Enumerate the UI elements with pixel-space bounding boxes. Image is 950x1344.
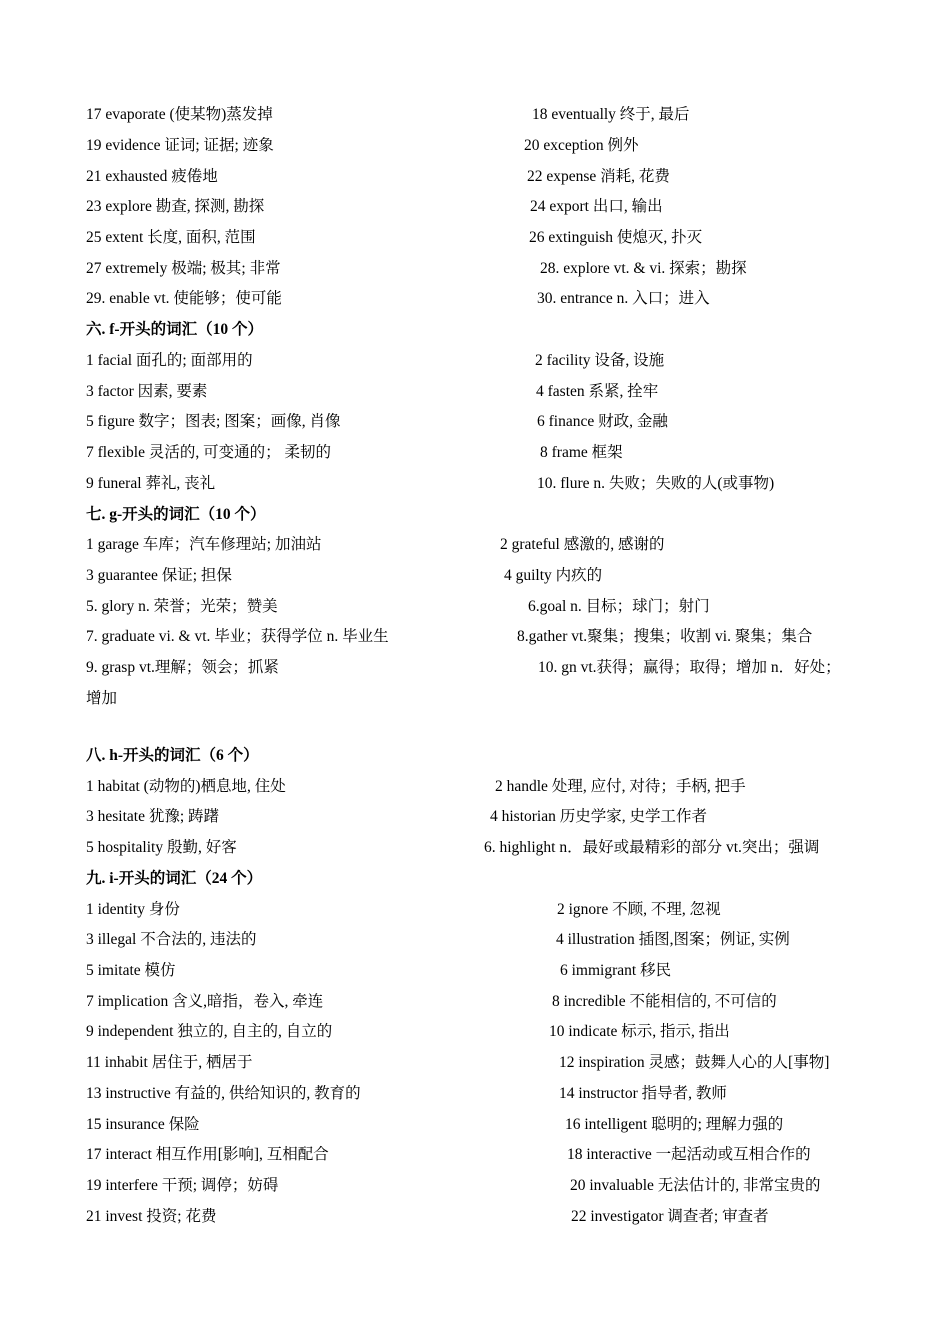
list-item xyxy=(0,1020,950,1044)
word-entry-left: 7. graduate vi. & vt. 毕业；获得学位 n. 毕业生 xyxy=(86,628,389,645)
list-item xyxy=(0,1082,950,1106)
word-entry-left: 3 factor 因素, 要素 xyxy=(86,383,208,400)
word-entry-left: 25 extent 长度, 面积, 范围 xyxy=(86,229,256,246)
word-entry-right: 30. entrance n. 入口；进入 xyxy=(537,290,710,307)
word-entry-continuation: 增加 xyxy=(86,690,118,707)
list-item xyxy=(0,595,950,619)
section-heading-text: 八. h-开头的词汇（6 个） xyxy=(86,747,259,764)
word-entry-left: 19 interfere 干预; 调停；妨碍 xyxy=(86,1177,279,1194)
list-item xyxy=(0,898,950,922)
list-item xyxy=(0,441,950,465)
word-entry-right: 22 investigator 调查者; 审查者 xyxy=(571,1208,769,1225)
word-entry-right: 4 historian 历史学家, 史学工作者 xyxy=(490,808,707,825)
word-entry-right: 18 interactive 一起活动或互相合作的 xyxy=(567,1146,811,1163)
list-item xyxy=(0,226,950,250)
word-entry-right: 18 eventually 终于, 最后 xyxy=(532,106,690,123)
section-heading-text: 七. g-开头的词汇（10 个） xyxy=(86,506,266,523)
word-entry-left: 5 figure 数字；图表; 图案；画像, 肖像 xyxy=(86,413,341,430)
list-item xyxy=(0,287,950,311)
word-entry-right: 4 guilty 内疚的 xyxy=(504,567,603,584)
list-item xyxy=(0,195,950,219)
list-item xyxy=(0,533,950,557)
word-entry-right: 2 handle 处理, 应付, 对待；手柄, 把手 xyxy=(495,778,746,795)
word-entry-right: 20 invaluable 无法估计的, 非常宝贵的 xyxy=(570,1177,821,1194)
list-item xyxy=(0,257,950,281)
word-entry-left: 1 facial 面孔的; 面部用的 xyxy=(86,352,253,369)
word-entry-right: 10. flure n. 失败；失败的人(或事物) xyxy=(537,475,775,492)
section-heading-f xyxy=(0,318,950,342)
word-entry-left: 7 flexible 灵活的, 可变通的； 柔韧的 xyxy=(86,444,331,461)
word-entry-right: 6 finance 财政, 金融 xyxy=(537,413,668,430)
section-heading-i xyxy=(0,867,950,891)
word-entry-right: 24 export 出口, 输出 xyxy=(530,198,663,215)
list-item-continuation xyxy=(0,687,950,711)
word-entry-left: 27 extremely 极端; 极其; 非常 xyxy=(86,260,281,277)
word-entry-left: 9 funeral 葬礼, 丧礼 xyxy=(86,475,216,492)
word-entry-left: 19 evidence 证词; 证据; 迹象 xyxy=(86,137,274,154)
word-entry-left: 21 invest 投资; 花费 xyxy=(86,1208,217,1225)
word-entry-right: 2 ignore 不顾, 不理, 忽视 xyxy=(557,901,721,918)
word-entry-right: 22 expense 消耗, 花费 xyxy=(527,168,670,185)
word-entry-right: 6 immigrant 移民 xyxy=(560,962,672,979)
list-item xyxy=(0,472,950,496)
word-entry-left: 11 inhabit 居住于, 栖居于 xyxy=(86,1054,253,1071)
word-entry-left: 5. glory n. 荣誉；光荣；赞美 xyxy=(86,598,278,615)
section-heading-text: 九. i-开头的词汇（24 个） xyxy=(86,870,263,887)
list-item xyxy=(0,836,950,860)
list-item xyxy=(0,1205,950,1229)
list-item xyxy=(0,990,950,1014)
word-entry-right: 2 facility 设备, 设施 xyxy=(535,352,665,369)
word-entry-right: 6. highlight n．最好或最精彩的部分 vt.突出；强调 xyxy=(484,839,820,856)
word-entry-left: 21 exhausted 疲倦地 xyxy=(86,168,218,185)
word-entry-right: 2 grateful 感激的, 感谢的 xyxy=(500,536,665,553)
list-item xyxy=(0,625,950,649)
word-entry-left: 5 imitate 模仿 xyxy=(86,962,176,979)
word-entry-left: 5 hospitality 殷勤, 好客 xyxy=(86,839,237,856)
word-entry-left: 9. grasp vt.理解；领会；抓紧 xyxy=(86,659,279,676)
list-item xyxy=(0,1051,950,1075)
word-entry-left: 17 interact 相互作用[影响], 互相配合 xyxy=(86,1146,329,1163)
list-item xyxy=(0,410,950,434)
word-entry-left: 13 instructive 有益的, 供给知识的, 教育的 xyxy=(86,1085,361,1102)
word-entry-left: 3 illegal 不合法的, 违法的 xyxy=(86,931,257,948)
list-item xyxy=(0,1174,950,1198)
word-entry-right: 10. gn vt.获得；赢得；取得；增加 n．好处； xyxy=(538,659,841,676)
list-item xyxy=(0,928,950,952)
word-entry-right: 28. explore vt. & vi. 探索；勘探 xyxy=(540,260,747,277)
word-entry-left: 1 identity 身份 xyxy=(86,901,180,918)
list-item xyxy=(0,775,950,799)
word-entry-left: 9 independent 独立的, 自主的, 自立的 xyxy=(86,1023,333,1040)
word-entry-left: 23 explore 勘查, 探测, 勘探 xyxy=(86,198,265,215)
list-item xyxy=(0,165,950,189)
word-entry-right: 8 incredible 不能相信的, 不可信的 xyxy=(552,993,777,1010)
list-item xyxy=(0,1143,950,1167)
section-heading-g xyxy=(0,503,950,527)
word-entry-left: 17 evaporate (使某物)蒸发掉 xyxy=(86,106,273,123)
word-entry-right: 16 intelligent 聪明的; 理解力强的 xyxy=(565,1116,784,1133)
list-item xyxy=(0,380,950,404)
word-entry-right: 10 indicate 标示, 指示, 指出 xyxy=(549,1023,730,1040)
list-item xyxy=(0,1113,950,1137)
word-entry-left: 3 guarantee 保证; 担保 xyxy=(86,567,232,584)
word-entry-right: 26 extinguish 使熄灭, 扑灭 xyxy=(529,229,703,246)
word-entry-right: 4 illustration 插图,图案；例证, 实例 xyxy=(556,931,790,948)
word-entry-left: 1 garage 车库；汽车修理站; 加油站 xyxy=(86,536,322,553)
word-entry-right: 20 exception 例外 xyxy=(524,137,639,154)
word-entry-right: 14 instructor 指导者, 教师 xyxy=(559,1085,727,1102)
word-entry-left: 15 insurance 保险 xyxy=(86,1116,200,1133)
list-item xyxy=(0,805,950,829)
word-entry-right: 6.goal n. 目标；球门；射门 xyxy=(528,598,710,615)
word-entry-right: 12 inspiration 灵感；鼓舞人心的人[事物] xyxy=(559,1054,830,1071)
list-item xyxy=(0,349,950,373)
word-entry-left: 7 implication 含义,暗指，卷入, 牵连 xyxy=(86,993,324,1010)
list-item xyxy=(0,959,950,983)
word-entry-right: 8 frame 框架 xyxy=(540,444,623,461)
section-heading-h xyxy=(0,744,950,768)
word-entry-right: 8.gather vt.聚集；搜集；收割 vi. 聚集；集合 xyxy=(517,628,813,645)
word-entry-left: 3 hesitate 犹豫; 踌躇 xyxy=(86,808,220,825)
list-item xyxy=(0,564,950,588)
word-entry-right: 4 fasten 系紧, 拴牢 xyxy=(536,383,659,400)
word-entry-left: 29. enable vt. 使能够；使可能 xyxy=(86,290,282,307)
list-item xyxy=(0,134,950,158)
section-heading-text: 六. f-开头的词汇（10 个） xyxy=(86,321,263,338)
list-item xyxy=(0,656,950,680)
list-item xyxy=(0,103,950,127)
word-entry-left: 1 habitat (动物的)栖息地, 住处 xyxy=(86,778,286,795)
